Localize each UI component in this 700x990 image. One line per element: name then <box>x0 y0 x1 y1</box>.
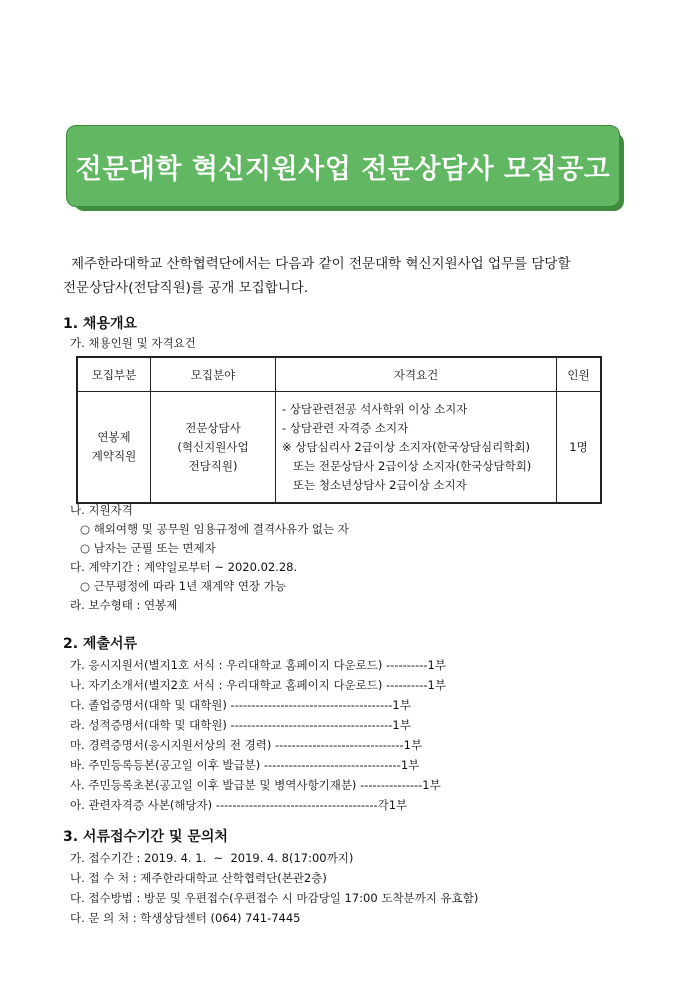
requirements-table <box>76 356 602 504</box>
document-item: 라. 성적증명서(대학 및 대학원) ---------------------------------------1부 <box>70 718 411 732</box>
contact-item: 가. 접수기간 : 2019. 4. 1. ~ 2019. 4. 8(17:00까지) <box>70 851 354 865</box>
division-line: 연봉제 <box>97 430 131 444</box>
field-line: 전문상담사 <box>185 420 241 435</box>
contact-item: 다. 문 의 처 : 학생상담센터 (064) 741-7445 <box>70 911 301 925</box>
contact-item: 나. 접 수 처 : 제주한라대학교 산학협력단(본관2층) <box>70 871 327 885</box>
requirement-line: - 상담관련전공 석사학위 이상 소지자 <box>282 401 468 416</box>
na-item: ○ 남자는 군필 또는 면제자 <box>80 541 216 555</box>
table-row <box>77 392 601 504</box>
requirement-line: ※ 상담심리사 2급이상 소지자(한국상담심리학회) <box>282 439 530 454</box>
section1-sub-na: 나. 지원자격 <box>70 503 133 517</box>
section1-heading: 1. 채용개요 <box>63 316 138 332</box>
title-banner <box>66 125 626 211</box>
document-item: 나. 자기소개서(별지2호 서식 : 우리대학교 홈페이지 다운로드) ----------1부 <box>70 678 446 692</box>
contact-item: 다. 접수방법 : 방문 및 우편접수(우편접수 시 마감당일 17:00 도착분까지 유효함) <box>70 891 479 905</box>
table-header-row <box>77 357 601 392</box>
document-item: 가. 응시지원서(별지1호 서식 : 우리대학교 홈페이지 다운로드) ----------1부 <box>70 658 446 672</box>
header-division: 모집부분 <box>77 357 151 392</box>
field-line: 전담직원) <box>188 458 238 473</box>
document-item: 바. 주민등록등본(공고일 이후 발급분) ---------------------------------1부 <box>70 758 420 772</box>
cell-requirements <box>276 392 557 504</box>
intro-paragraph <box>63 252 643 300</box>
document-item: 아. 관련자격증 사본(해당자) ---------------------------------------각1부 <box>70 798 408 812</box>
cell-field <box>151 392 276 504</box>
header-field: 모집분야 <box>151 357 276 392</box>
field-line: (혁신지원사업 <box>177 439 249 454</box>
na-item: ○ 해외여행 및 공무원 임용규정에 결격사유가 없는 자 <box>80 522 349 536</box>
section1-sub-ga: 가. 채용인원 및 자격요건 <box>70 336 196 350</box>
cell-division <box>77 392 151 504</box>
document-item: 다. 졸업증명서(대학 및 대학원) ---------------------------------------1부 <box>70 698 411 712</box>
intro-line-1: 제주한라대학교 산학협력단에서는 다음과 같이 전문대학 혁신지원사업 업무를 담당할 <box>71 256 571 272</box>
section1-sub-ra: 라. 보수형태 : 연봉제 <box>70 598 178 612</box>
intro-line-2: 전문상담사(전담직원)를 공개 모집합니다. <box>63 280 309 296</box>
requirement-line: - 상담관련 자격증 소지자 <box>282 420 409 435</box>
requirement-line: 또는 전문상담사 2급이상 소지자(한국상담학회) <box>282 458 532 473</box>
da-item: ○ 근무평정에 따라 1년 재계약 연장 가능 <box>80 579 286 593</box>
cell-count: 1명 <box>557 392 602 504</box>
division-line: 계약직원 <box>91 449 137 463</box>
document-item: 마. 경력증명서(응시지원서상의 전 경력) -------------------------------1부 <box>70 738 423 752</box>
header-requirements: 자격요건 <box>276 357 557 392</box>
page-title: 전문대학 혁신지원사업 전문상담사 모집공고 <box>75 153 611 185</box>
section2-heading: 2. 제출서류 <box>63 636 138 652</box>
banner-box <box>66 125 620 207</box>
section3-heading: 3. 서류접수기간 및 문의처 <box>63 829 228 845</box>
section1-sub-da: 다. 계약기간 : 계약일로부터 ~ 2020.02.28. <box>70 560 298 574</box>
header-count: 인원 <box>557 357 602 392</box>
document-item: 사. 주민등록초본(공고일 이후 발급분 및 병역사항기재분) ---------------1부 <box>70 778 441 792</box>
requirement-line: 또는 청소년상담사 2급이상 소지자 <box>282 477 467 492</box>
